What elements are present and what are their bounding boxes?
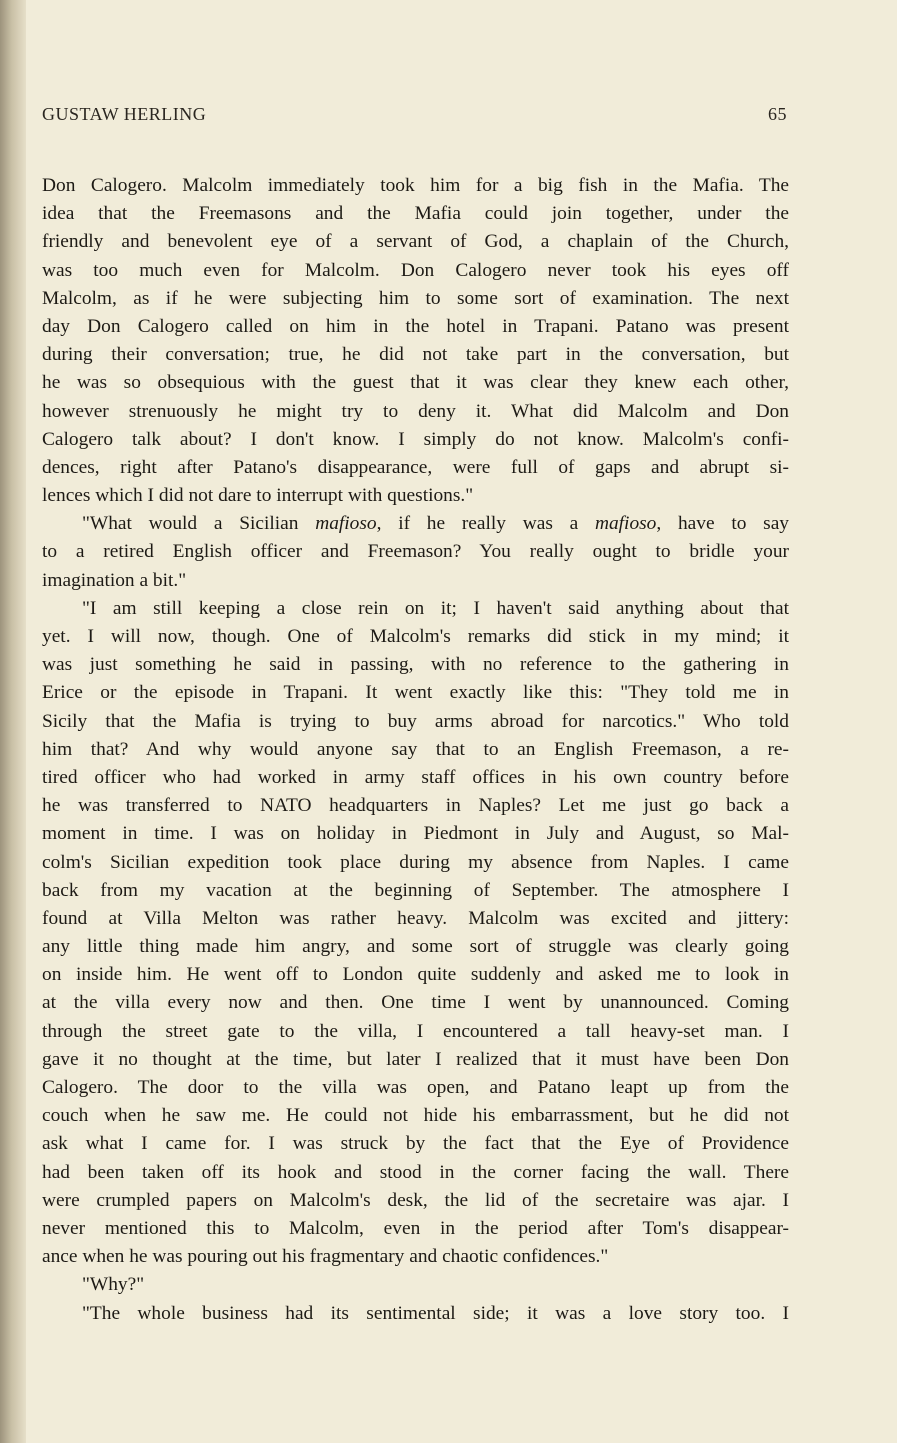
text-line: were crumpled papers on Malcolm's desk, the lid of the secretaire was ajar. I bbox=[42, 1189, 789, 1211]
text-line: "Why?" bbox=[82, 1274, 145, 1296]
text-line: gave it no thought at the time, but later I realized that it must have been Don bbox=[42, 1048, 789, 1070]
text-line: during their conversation; true, he did not take part in the conversation, but bbox=[42, 344, 789, 366]
text-line: however strenuously he might try to deny it. What did Malcolm and Don bbox=[42, 400, 789, 422]
page-number: 65 bbox=[768, 104, 787, 124]
text-line: ance when he was pouring out his fragmentary and chaotic confidences." bbox=[42, 1246, 609, 1268]
paragraph bbox=[42, 172, 789, 510]
text-line: imagination a bit." bbox=[42, 569, 187, 591]
text-line: yet. I will now, though. One of Malcolm's remarks did stick in my mind; it bbox=[42, 626, 789, 647]
text-line: "What would a Sicilian mafioso, if he really was a mafioso, have to say bbox=[82, 513, 789, 535]
text-line: back from my vacation at the beginning of September. The atmosphere I bbox=[42, 879, 789, 901]
paragraph bbox=[42, 1300, 789, 1328]
text-line: any little thing made him angry, and some sort of struggle was clearly going bbox=[42, 936, 789, 958]
text-line: had been taken off its hook and stood in the corner facing the wall. There bbox=[42, 1161, 789, 1183]
text-line: he was transferred to NATO headquarters in Naples? Let me just go back a bbox=[42, 795, 789, 817]
text-line: couch when he saw me. He could not hide his embarrassment, but he did not bbox=[42, 1105, 789, 1127]
text-line: Sicily that the Mafia is trying to buy arms abroad for narcotics." Who told bbox=[42, 710, 789, 732]
page-gutter-shadow bbox=[0, 0, 26, 1443]
text-line: Erice or the episode in Trapani. It went exactly like this: "They told me in bbox=[42, 682, 789, 704]
running-header-author: GUSTAW HERLING bbox=[42, 104, 207, 124]
text-line: idea that the Freemasons and the Mafia could join together, under the bbox=[42, 203, 789, 225]
body-text bbox=[42, 172, 789, 1328]
text-line: "The whole business had its sentimental side; it was a love story too. I bbox=[82, 1302, 789, 1324]
text-line: day Don Calogero called on him in the hotel in Trapani. Patano was present bbox=[42, 315, 789, 337]
text-line: he was so obsequious with the guest that it was clear they knew each other, bbox=[42, 372, 789, 394]
text-line: was just something he said in passing, with no reference to the gathering in bbox=[42, 654, 789, 676]
paragraph bbox=[42, 510, 789, 595]
paragraph bbox=[42, 595, 789, 1272]
text-line: ask what I came for. I was struck by the fact that the Eye of Providence bbox=[42, 1133, 789, 1155]
text-line: Calogero. The door to the villa was open, and Patano leapt up from the bbox=[42, 1077, 789, 1098]
text-line: at the villa every now and then. One time I went by unannounced. Coming bbox=[42, 992, 789, 1014]
running-header bbox=[42, 104, 787, 134]
text-line: Don Calogero. Malcolm immediately took him for a big fish in the Mafia. The bbox=[42, 175, 789, 196]
text-line: through the street gate to the villa, I encountered a tall heavy-set man. I bbox=[42, 1020, 789, 1042]
text-line: him that? And why would anyone say that to an English Freemason, a re- bbox=[42, 738, 789, 760]
text-line: was too much even for Malcolm. Don Calogero never took his eyes off bbox=[42, 259, 789, 281]
text-line: colm's Sicilian expedition took place during my absence from Naples. I came bbox=[42, 851, 789, 873]
text-line: Calogero talk about? I don't know. I simply do not know. Malcolm's confi- bbox=[42, 428, 789, 450]
text-line: lences which I did not dare to interrupt with questions." bbox=[42, 485, 474, 507]
text-line: on inside him. He went off to London quite suddenly and asked me to look in bbox=[42, 964, 789, 986]
paragraph bbox=[42, 1271, 789, 1299]
text-line: to a retired English officer and Freemason? You really ought to bridle your bbox=[42, 541, 789, 563]
text-line: tired officer who had worked in army staff offices in his own country before bbox=[42, 766, 789, 788]
text-line: dences, right after Patano's disappearance, were full of gaps and abrupt si- bbox=[42, 456, 789, 478]
text-line: friendly and benevolent eye of a servant of God, a chaplain of the Church, bbox=[42, 231, 789, 253]
text-line: never mentioned this to Malcolm, even in the period after Tom's disappear- bbox=[42, 1217, 789, 1239]
text-line: found at Villa Melton was rather heavy. Malcolm was excited and jittery: bbox=[42, 907, 789, 929]
text-line: Malcolm, as if he were subjecting him to some sort of examination. The next bbox=[42, 287, 789, 309]
text-line: "I am still keeping a close rein on it; I haven't said anything about that bbox=[82, 597, 789, 619]
text-line: moment in time. I was on holiday in Piedmont in July and August, so Mal- bbox=[42, 823, 789, 845]
